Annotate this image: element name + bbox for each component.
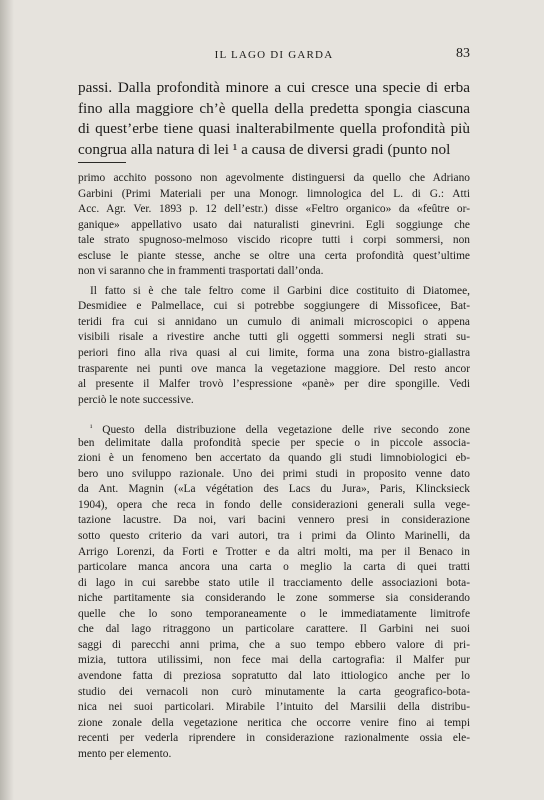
footnote-line: nica nei suoi particolari. Mirabile l’intuito del Marsilii della distribu- bbox=[78, 701, 470, 714]
footnote-line: ben delimitate dalla profondità specie per specie o in piccole associa- bbox=[78, 436, 470, 449]
footnote-line: niche partitamente sia considerando le zone sommerse sia considerando bbox=[78, 592, 470, 605]
footnote-line-first bbox=[78, 420, 470, 436]
footnote-line: studio dei vernacoli non curò minutamente la carta geografico-bota- bbox=[78, 685, 470, 698]
footnote-line: particolare manca ancora una carta o meglio la carta di quei tratti bbox=[78, 561, 470, 574]
footnote-marker: ¹ bbox=[90, 423, 93, 433]
footnote-separator bbox=[78, 162, 126, 163]
footnote-line: Arrigo Lorenzi, da Forti e Trotter e da altri molti, ma per il Benaco in bbox=[78, 545, 470, 558]
main-text-line: fino alla maggiore ch’è quella della predetta spongia ciascuna bbox=[78, 99, 470, 117]
footnote-line: Il fatto si è che tale feltro come il Garbini dice costituito di Diatomee, bbox=[90, 284, 470, 297]
footnote-line: Garbini (Primi Materiali per una Monogr. limnologica del L. di G.: Atti bbox=[78, 187, 470, 200]
footnote-line: Desmidiee e Palmellace, cui si potrebbe soggiungere di Missoficee, Bat- bbox=[78, 300, 470, 313]
footnote-line: mento per elemento. bbox=[78, 747, 172, 760]
footnote-line: tazione lacustre. Da noi, vari bacini vennero presi in considerazione bbox=[78, 514, 470, 527]
footnote-continuation-para1 bbox=[78, 171, 470, 280]
footnote-line: zioni è un fenomeno ben accertato da quando gli studi limnobiologici eb- bbox=[78, 452, 470, 465]
footnote-line: saggi di parecchi anni prima, che a suo tempo ebbero valore di pri- bbox=[78, 638, 470, 651]
page-gutter-shadow bbox=[0, 0, 14, 800]
footnote-line: da Ant. Magnin («La végétation des Lacs du Jura», Paris, Klincksieck bbox=[78, 483, 470, 496]
footnote-line: escluse le piante stesse, anche se oltre una certa profondità quest’ultime bbox=[78, 249, 470, 262]
main-text-line: di quest’erbe tiene quasi inalterabilmente quella profondità più bbox=[78, 120, 470, 138]
footnote-text: Questo della distribuzione della vegetazione delle rive secondo zone bbox=[102, 424, 470, 437]
footnote-line: Acc. Agr. Ver. 1893 p. 12 dell’estr.) disse «Feltro organico» da «feûtre or- bbox=[78, 203, 470, 216]
footnote-line: al presente il Malfer trovò l’espressione «panè» per dire spongille. Vedi bbox=[78, 378, 470, 391]
footnote-line: quelle che lo sono temporaneamente o le immediatamente limitrofe bbox=[78, 607, 470, 620]
main-text bbox=[78, 78, 470, 160]
footnote-line: 1904), opera che reca in fondo delle considerazioni generali sulla vege- bbox=[78, 498, 470, 511]
footnote-line: non vi saranno che in frammenti trasportati dall’onda. bbox=[78, 265, 324, 278]
running-head bbox=[78, 46, 470, 64]
footnotes bbox=[78, 171, 470, 762]
running-title: IL LAGO DI GARDA bbox=[214, 49, 334, 61]
footnote-line: mizia, tuttora utilissimi, non fece mai della cartografia: il Malfer pur bbox=[78, 654, 470, 667]
footnote-line: tale strato spugnoso-melmoso viscido ricopre tutti i corpi sommersi, non bbox=[78, 234, 470, 247]
footnote-line: bero uno sviluppo razionale. Uno dei primi studi in proposito venne dato bbox=[78, 467, 470, 480]
footnote-line: avendone fatta di preziosa sopratutto dal lato ittiologico anche per lo bbox=[78, 669, 470, 682]
footnote-line: zione zonale della vegetazione neritica che occorre venire fino ai tempi bbox=[78, 716, 470, 729]
footnote-line: perciò le note successive. bbox=[78, 393, 194, 406]
footnote-line: primo acchito possono non agevolmente distinguersi da quello che Adriano bbox=[78, 172, 470, 184]
main-text-line: congrua alla natura di lei ¹ a causa de diversi gradi (punto nol bbox=[78, 140, 451, 158]
footnote-line: teridi fra cui si annidano un cumulo di animali microscopici o appena bbox=[78, 315, 470, 328]
footnote-1 bbox=[78, 420, 470, 762]
footnote-continuation-para2 bbox=[78, 284, 470, 408]
footnote-line: visibili risale a rivestire anche tutti gli oggetti sommersi negli strati su- bbox=[78, 331, 470, 344]
footnote-line: ganique» appellativo usato dai naturalisti ginevrini. Egli soggiunge che bbox=[78, 218, 470, 231]
footnote-line: periori fino alla riva quasi al cui limite, forma una zona bistro-giallastra bbox=[78, 347, 470, 360]
footnote-line: recenti per vederla riprendere in considerazione razionalmente ossia ele- bbox=[78, 732, 470, 745]
main-text-line: passi. Dalla profondità minore a cui cresce una specie di erba bbox=[78, 79, 470, 96]
footnote-line: di lago in cui sarebbe stato utile il tracciamento delle associazioni bota- bbox=[78, 576, 470, 589]
footnote-line: sotto questo criterio da vari autori, tra i primi da Olinto Marinelli, da bbox=[78, 530, 470, 543]
page-number: 83 bbox=[456, 46, 470, 61]
footnote-line: trasparente nei punti ove manca la vegetazione maggiore. Del resto ancor bbox=[78, 362, 470, 375]
footnote-line: che dal lago ritraggono un particolare carattere. Il Garbini nei suoi bbox=[78, 623, 470, 636]
